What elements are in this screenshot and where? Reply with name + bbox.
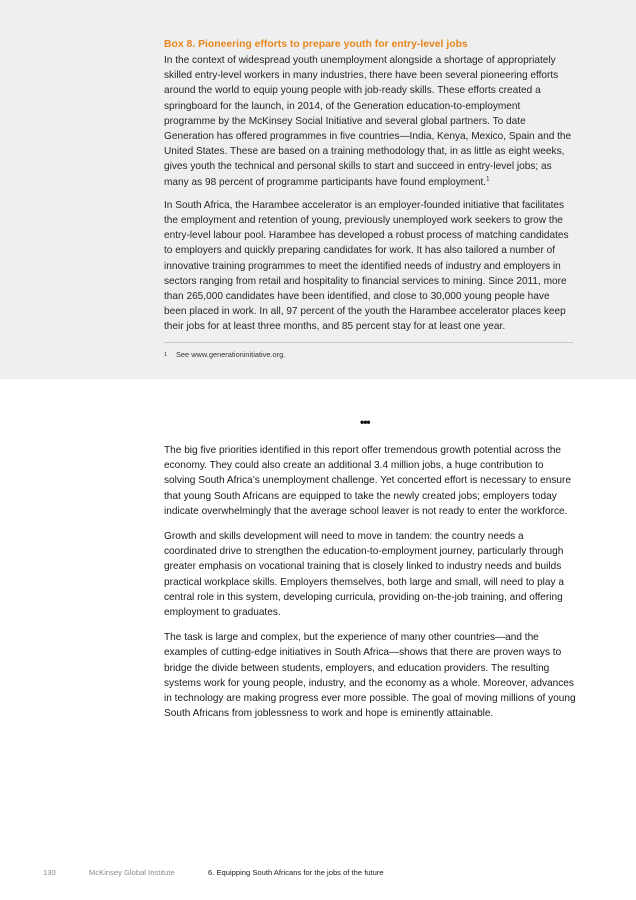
box-paragraph-1-text: In the context of widespread youth unemployment alongside a shortage of appropriately skilled entry-level workers in many industries, there have been several pioneering efforts around the world to equip young people with job-ready skills. These efforts created a springboard for the launch, in 2014, of the Generation education-to-employment programme by the McKinsey Social Initiative and several global partners. To date Generation has offered programmes in five countries—India, Kenya, Mexico, Spain and the United States. These are based on a training methodology that, in as little as eight weeks, gives youth the technical and personal skills to start and succeed in entry-level jobs; as many as 98 percent of programme participants have found employment. — [164, 55, 572, 188]
footnote-divider — [164, 342, 573, 343]
box-paragraph-2: In South Africa, the Harambee accelerator is an employer-founded initiative that facilitates the employment and retention of young, previously unemployed work seekers to grow the entry-level labour pool. Harambee has developed a robust process of matching candidates to employers and quickly preparing candidates for work. It has also tailored a number of innovative training programmes to meet the identified needs of industry and employers in sectors ranging from retail and hospitality to financial services to mining. Since 2011, more than 265,000 candidates have been identified, and close to 30,000 young people have been placed in work. In all, 97 percent of the youth the Harambee accelerator places keep their jobs for at least three months, and 85 percent stay for at least one year. — [164, 199, 569, 333]
page-number: 130 — [43, 868, 56, 877]
footer-chapter: 6. Equipping South Africans for the jobs of the future — [208, 868, 384, 877]
footnote-text: See www.generationinitiative.org. — [176, 350, 286, 359]
main-paragraph-2: Growth and skills development will need to move in tandem: the country needs a coordinated drive to strengthen the education-to-employment journey, particularly through greater emphasis on vocational training that is closely linked to industry needs and builds practical workplace skills. Employers themselves, both large and small, will need to play a central role in this system, developing curricula, providing on-the-job training, and offering employment to graduates. — [164, 531, 564, 619]
footnote-reference[interactable]: 1 — [486, 176, 490, 183]
box-paragraph-1 — [164, 53, 574, 190]
main-paragraph-1: The big five priorities identified in this report offer tremendous growth potential across the economy. They could also create an additional 3.4 million jobs, a huge contribution to solving South Africa’s unemployment challenge. Yet concerted effort is necessary to ensure that young South Africans are equipped to take the newly created jobs; employers today indicate overwhelmingly that the average school leaver is not ready to enter the workforce. — [164, 445, 571, 517]
footer-organization: McKinsey Global Institute — [89, 868, 175, 877]
main-text — [164, 443, 576, 731]
section-separator: ••• — [360, 415, 370, 429]
box-content — [164, 38, 574, 343]
footnote-number: 1 — [164, 352, 168, 358]
box-title: Box 8. Pioneering efforts to prepare youth for entry-level jobs — [164, 39, 468, 50]
footnote — [164, 350, 285, 360]
sidebar-box — [0, 0, 636, 379]
main-paragraph-3: The task is large and complex, but the experience of many other countries—and the examples of cutting-edge initiatives in South Africa—shows that there are proven ways to bridge the divide between students, employers, and education providers. The resulting systems work for young people, industry, and the economy as a whole. Moreover, advances in technology are making progress ever more possible. The goal of moving millions of young South Africans from joblessness to work and hope is eminently attainable. — [164, 632, 576, 720]
